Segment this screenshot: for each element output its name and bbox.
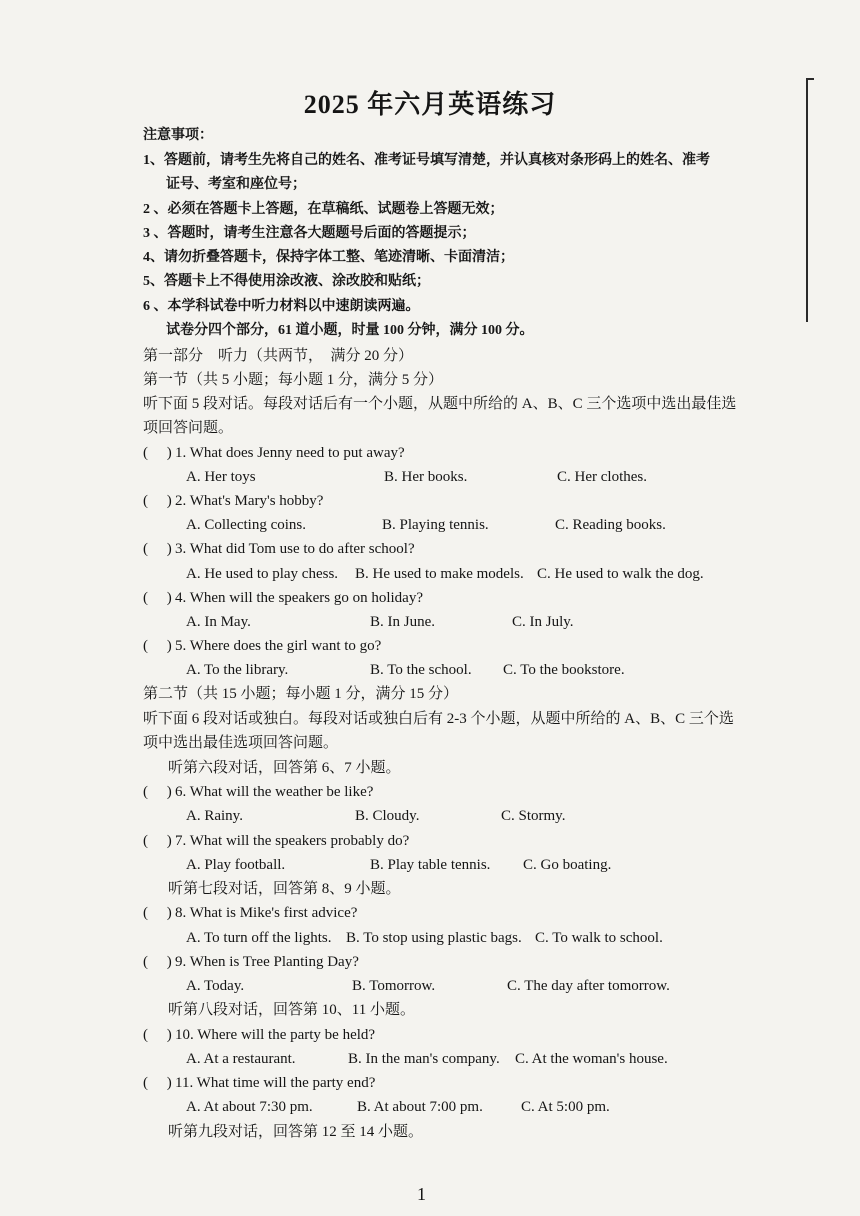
option-c: C. Stormy. (501, 808, 566, 824)
option-b: B. Her books. (384, 469, 468, 485)
question-text: 5. Where does the girl want to go? (175, 638, 382, 654)
dialog-note: 听第七段对话，回答第 8、9 小题。 (168, 881, 401, 897)
notice-item-1: 1、答题前，请考生先将自己的姓名、准考证号填写清楚，并认真核对条形码上的姓名、准考 (143, 153, 710, 168)
section2-heading: 第二节（共 15 小题；每小题 1 分，满分 15 分） (143, 686, 459, 702)
option-a: A. Her toys (186, 469, 256, 485)
scan-edge-tick (806, 78, 814, 80)
option-b: B. At about 7:00 pm. (357, 1099, 483, 1115)
answer-blank[interactable]: ( ) (143, 493, 172, 509)
option-a: A. He used to play chess. (186, 566, 339, 582)
answer-blank[interactable]: ( ) (143, 445, 172, 461)
option-a: A. Collecting coins. (186, 517, 306, 533)
section2-instruction-cont: 项中选出最佳选项回答问题。 (143, 735, 339, 751)
dialog-note: 听第八段对话，回答第 10、11 小题。 (168, 1002, 415, 1018)
option-c: C. To walk to school. (535, 930, 663, 946)
question-text: 10. Where will the party be held? (175, 1027, 376, 1043)
dialog-note: 听第九段对话，回答第 12 至 14 小题。 (168, 1124, 424, 1140)
option-a: A. In May. (186, 614, 251, 630)
notice-item-6: 6 、本学科试卷中听力材料以中速朗读两遍。 (143, 299, 420, 314)
option-c: C. To the bookstore. (503, 662, 625, 678)
option-c: C. In July. (512, 614, 574, 630)
question-text: 8. What is Mike's first advice? (175, 905, 358, 921)
answer-blank[interactable]: ( ) (143, 905, 172, 921)
option-a: A. At a restaurant. (186, 1051, 296, 1067)
page-number: 1 (417, 1184, 426, 1204)
question-text: 6. What will the weather be like? (175, 784, 374, 800)
answer-blank[interactable]: ( ) (143, 954, 172, 970)
section1-heading: 第一节（共 5 小题；每小题 1 分，满分 5 分） (143, 372, 444, 388)
option-a: A. To the library. (186, 662, 289, 678)
option-c: C. Her clothes. (557, 469, 647, 485)
part1-heading: 第一部分 听力（共两节， 满分 20 分） (143, 348, 414, 364)
notice-heading: 注意事项： (143, 128, 213, 143)
answer-blank[interactable]: ( ) (143, 784, 172, 800)
option-b: B. In the man's company. (348, 1051, 500, 1067)
option-b: B. Tomorrow. (352, 978, 436, 994)
page-title: 2025 年六月英语练习 (303, 90, 557, 119)
option-a: A. To turn off the lights. (186, 930, 332, 946)
notice-item-5: 5、答题卡上不得使用涂改液、涂改胶和贴纸； (143, 274, 430, 289)
answer-blank[interactable]: ( ) (143, 541, 172, 557)
option-c: C. He used to walk the dog. (537, 566, 704, 582)
option-b: B. To the school. (370, 662, 472, 678)
answer-blank[interactable]: ( ) (143, 590, 172, 606)
question-text: 3. What did Tom use to do after school? (175, 541, 415, 557)
answer-blank[interactable]: ( ) (143, 833, 172, 849)
option-c: C. The day after tomorrow. (507, 978, 670, 994)
notice-item-1-cont: 证号、考室和座位号； (166, 177, 306, 192)
option-b: B. He used to make models. (355, 566, 524, 582)
question-text: 11. What time will the party end? (175, 1075, 376, 1091)
option-c: C. Go boating. (523, 857, 612, 873)
option-c: C. At the woman's house. (515, 1051, 668, 1067)
option-b: B. Playing tennis. (382, 517, 489, 533)
question-text: 2. What's Mary's hobby? (175, 493, 324, 509)
option-b: B. Cloudy. (355, 808, 420, 824)
option-b: B. Play table tennis. (370, 857, 491, 873)
answer-blank[interactable]: ( ) (143, 1075, 172, 1091)
option-b: B. In June. (370, 614, 435, 630)
notice-item-4: 4、请勿折叠答题卡，保持字体工整、笔迹清晰、卡面清洁； (143, 250, 514, 265)
option-a: A. Rainy. (186, 808, 243, 824)
section1-instruction-cont: 项回答问题。 (143, 420, 234, 436)
question-text: 1. What does Jenny need to put away? (175, 445, 405, 461)
option-a: A. At about 7:30 pm. (186, 1099, 313, 1115)
question-text: 7. What will the speakers probably do? (175, 833, 410, 849)
option-c: C. At 5:00 pm. (521, 1099, 610, 1115)
notice-summary: 试卷分四个部分，61 道小题，时量 100 分钟，满分 100 分。 (166, 323, 534, 338)
answer-blank[interactable]: ( ) (143, 638, 172, 654)
notice-item-3: 3 、答题时，请考生注意各大题题号后面的答题提示； (143, 226, 476, 241)
option-a: A. Today. (186, 978, 245, 994)
section1-instruction: 听下面 5 段对话。每段对话后有一个小题，从题中所给的 A、B、C 三个选项中选出最佳选 (143, 396, 737, 412)
option-b: B. To stop using plastic bags. (346, 930, 522, 946)
question-text: 9. When is Tree Planting Day? (175, 954, 359, 970)
question-text: 4. When will the speakers go on holiday? (175, 590, 423, 606)
option-a: A. Play football. (186, 857, 286, 873)
section2-instruction: 听下面 6 段对话或独白。每段对话或独白后有 2-3 个小题，从题中所给的 A、B、C 三个选 (143, 711, 734, 727)
option-c: C. Reading books. (555, 517, 666, 533)
answer-blank[interactable]: ( ) (143, 1027, 172, 1043)
notice-item-2: 2 、必须在答题卡上答题，在草稿纸、试题卷上答题无效； (143, 202, 504, 217)
dialog-note: 听第六段对话，回答第 6、7 小题。 (168, 760, 401, 776)
